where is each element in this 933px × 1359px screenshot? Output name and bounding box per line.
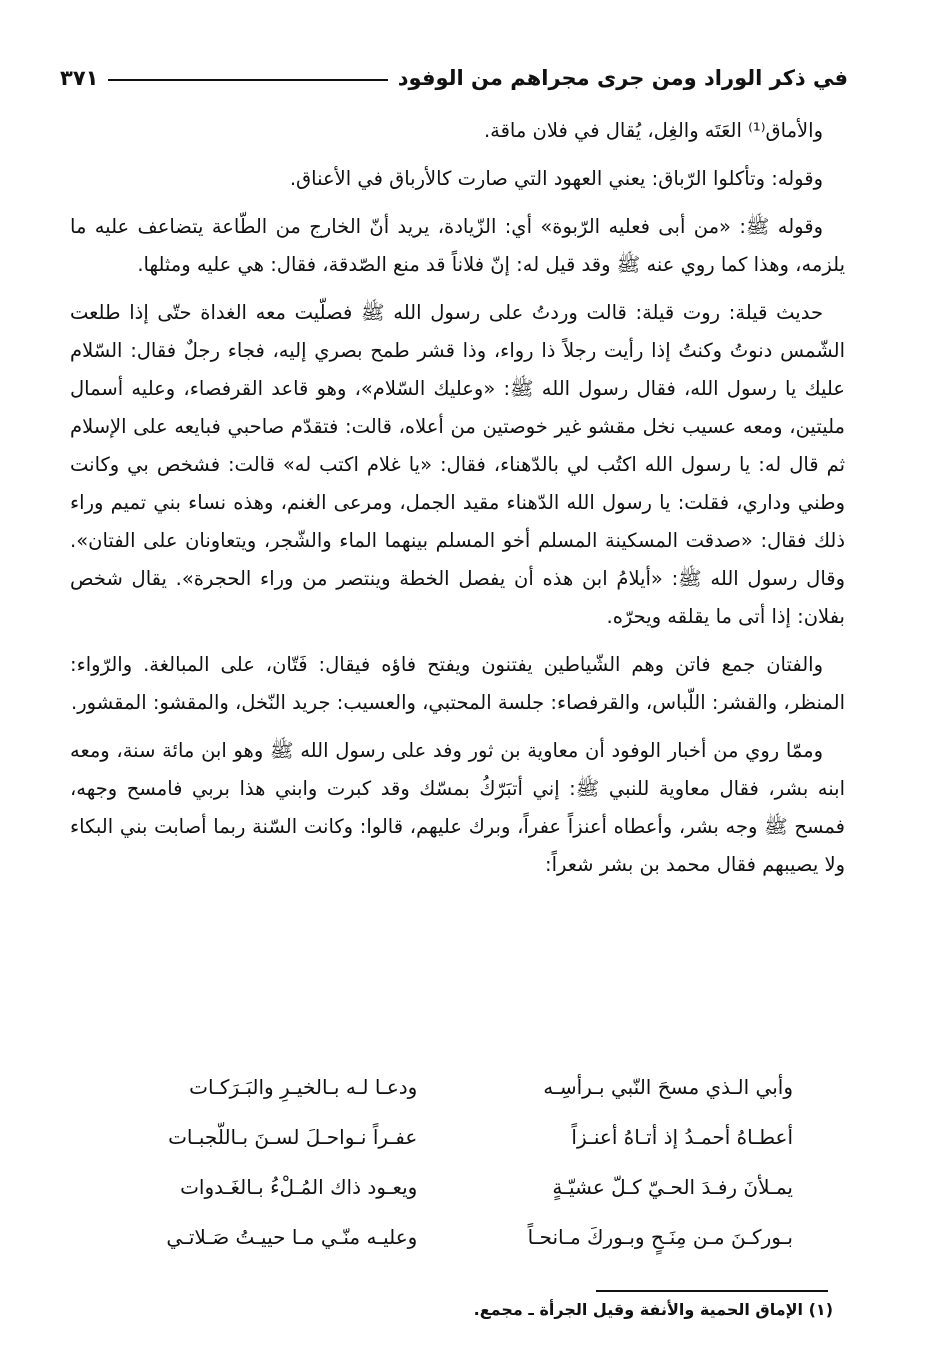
body-text [70, 112, 845, 894]
paragraph: وقوله ﷺ: «من أبى فعليه الرّبوة» أي: الزّيادة، يريد أنّ الخارج من الطّاعة يتضاعف عليه ما يلزمه، وهذا كما روي عنه ﷺ وقد قيل له: إنّ فلاناً قد منع الصّدقة، فقال: هي عليه ومثلها. [70, 215, 845, 276]
verse [110, 1112, 793, 1162]
page-number: ٣٧١ [60, 66, 99, 90]
verse-first-hemistich: بـوركـنَ مـن مِنَـحٍ وبـوركَ مـانحـاً [527, 1225, 793, 1249]
running-header [60, 58, 848, 98]
verse-second-hemistich: ودعـا لـه بـالخيـرِ والبَـرَكـات [189, 1075, 418, 1099]
header-rule [108, 79, 387, 81]
paragraph: وقوله: وتأكلوا الرّباق: يعني العهود التي صارت كالأرباق في الأعناق. [289, 167, 823, 190]
footnote: (١) الإماق الحمية والأنفة وقيل الجرأة ـ مجمع. [473, 1300, 833, 1319]
verse-first-hemistich: أعطـاهُ أحمـدُ إذ أتـاهُ أعنـزاً [571, 1125, 793, 1149]
verse [110, 1212, 793, 1262]
verse-first-hemistich: يمـلأنَ رفـدَ الحـيّ كـلّ عشيّـةٍ [552, 1175, 793, 1199]
verse [110, 1162, 793, 1212]
poem [110, 1062, 793, 1262]
paragraph: وممّا روي من أخبار الوفود أن معاوية بن ثور وفد على رسول الله ﷺ وهو ابن مائة سنة، ومعه ابنه بشر، فقال معاوية للنبي ﷺ: إني أتبَرّكُ بمسّك وقد كبرت وابني هذا بربي فامسح وجهه، فمسح ﷺ وجه بشر، وأعطاه أعنزاً عفراً، وبرك عليهم، قالوا: وكانت السّنة ربما أصابت بني البكاء ولا يصيبهم فقال محمد بن بشر شعراً: [70, 739, 845, 876]
footnote-rule [596, 1290, 828, 1292]
paragraph: حديث قيلة: روت قيلة: قالت وردتُ على رسول الله ﷺ فصلّيت معه الغداة حتّى إذا طلعت الشّمس دنوتُ وكنتُ إذا رأيت رجلاً ذا رواء، وذا قشر طمح بصري إليه، فجاء رجلٌ فقال: السّلام عليك يا رسول الله، فقال رسول الله ﷺ: «وعليك السّلام»، وهو قاعد القرفصاء، وعليه أسمال مليتين، ومعه عسيب نخل مقشو غير خوصتين من أعلاه، قالت: فتقدّم صاحبي فبايعه على الإسلام ثم قال له: يا رسول الله اكتُب لي بالدّهناء، فقال: «يا غلام اكتب له» قالت: فشخص بي وكانت وطني وداري، فقلت: يا رسول الله الدّهناء مقيد الجمل، ومرعى الغنم، وهذه نساء بني تميم وراء ذلك فقال: «صدقت المسكينة المسلم أخو المسلم بينهما الماء والشّجر، ويتعاونان على الفتان». وقال رسول الله ﷺ: «أيلامُ ابن هذه أن يفصل الخطة وينتصر من وراء الحجرة». يقال شخص بفلان: إذا أتى ما يقلقه ويحرّه. [70, 301, 845, 628]
verse-second-hemistich: عفـراً نـواحـلَ لسـنَ بـاللّجبـات [168, 1125, 418, 1149]
verse-first-hemistich: وأبي الـذي مسحَ النّبي بـرأسِـه [543, 1075, 793, 1099]
verse-second-hemistich: ويعـود ذاك المُـلْءُ بـالغَـدوات [180, 1175, 418, 1199]
paragraph: والفتان جمع فاتن وهم الشّياطين يفتنون ويفتح فاؤه فيقال: فَتّان، على المبالغة. والرّواء: المنظر، والقشر: اللّباس، والقرفصاء: جلسة المحتبي، والعسيب: جريد النّخل، والمقشو: المقشور. [70, 653, 845, 714]
paragraph: والأماق⁽¹⁾ العَتَه والغِل، يُقال في فلان ماقة. [483, 119, 823, 142]
verse [110, 1062, 793, 1112]
verse-second-hemistich: وعليـه منّـي مـا حييـتُ صَـلاتـي [166, 1225, 418, 1249]
header-title: في ذكر الوراد ومن جرى مجراهم من الوفود [397, 66, 848, 90]
